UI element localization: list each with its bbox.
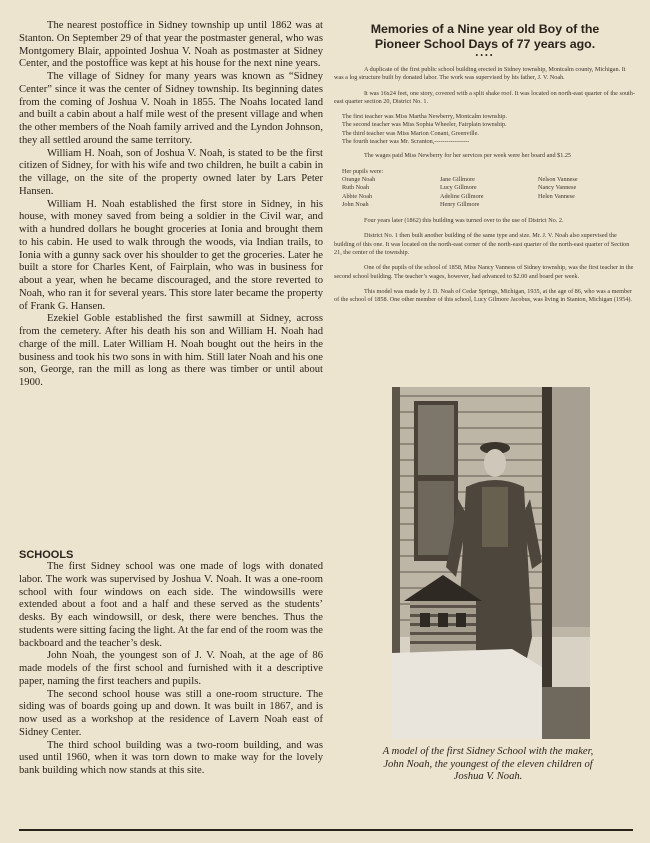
memories-body bbox=[334, 66, 636, 305]
photo-caption: A model of the first Sidney School with the maker, John Noah, the youngest of the eleven children of Joshua V. Noah. bbox=[382, 746, 594, 782]
pupil-name: Orange Noah bbox=[342, 175, 376, 183]
teacher-1: The first teacher was Miss Martha Newberry, Montcalm township. bbox=[342, 113, 507, 121]
pupils-column-gillmore bbox=[440, 176, 538, 209]
paragraph-second-school: The second school house was still a one-room structure. The siding was of boards going up and down. It was built in 1867, and is now used as a workshop at the residence of Lavern Noah east of Sidney Center. bbox=[19, 688, 323, 738]
title-line-1: Memories of a Nine year old Boy of the bbox=[370, 22, 600, 36]
door-panel bbox=[552, 387, 590, 627]
paragraph-first-store: William H. Noah established the first store in Sidney, in his house, with money saved from being a soldier in the Civil war, and with a hundred dollars he bought groceries at Ionia and brought them to his cabin. He used to walk through the woods, via Indian trails, to Ionia with a gunny sack over his shoulder to get the groceries. Later he built a store for Charles Kent, of Fairplain, who was in business for about a year, when he became discouraged, and the store reverted to Noah, who ran it for several years. This store later became the property of Frank G. Hansen. bbox=[19, 198, 323, 312]
ground-shadow bbox=[542, 687, 590, 739]
pupil-name: Henry Gillmore bbox=[440, 200, 480, 208]
pupil-name: Ruth Noah bbox=[342, 184, 369, 192]
memories-title bbox=[334, 22, 636, 52]
pupils-list bbox=[334, 176, 636, 209]
teacher-2: The second teacher was Miss Sophia Wheeler, Fairplain township. bbox=[342, 121, 507, 129]
teacher-4: The fourth teacher was Mr. Scranton,----------------- bbox=[342, 138, 470, 146]
pupil-name: Abbie Noah bbox=[342, 192, 373, 200]
title-ornament: •••• bbox=[475, 51, 495, 60]
paragraph-models: John Noah, the youngest son of J. V. Noah, at the age of 86 made models of the first school and furnished with it a descriptive paper, naming the first teachers and pupils. bbox=[19, 650, 323, 687]
pupil-name: Nancy Vannese bbox=[538, 184, 577, 192]
pupil-name: Jane Gillmore bbox=[440, 175, 475, 183]
paragraph-sawmill: Ezekiel Goble established the first sawmill at Sidney, across from the cemetery. After his death his son and William H. Noah had charge of the mill. Later William H. Noah bought out the heirs in the business and took his two sons in with him. Still later Noah and his one son, George, ran the mill as long as there was timber or until about 1900. bbox=[19, 313, 323, 388]
schools-section bbox=[19, 561, 323, 778]
memories-p6: One of the pupils of the school of 1858, Miss Nancy Vanness of Sidney township, was the first teacher in the second school building. The teacher’s wages, however, had advanced to $2.00 and board per week. bbox=[334, 264, 634, 280]
pupil-name: Nelson Vannese bbox=[538, 175, 578, 183]
paragraph-first-citizen: William H. Noah, son of Joshua V. Noah, is stated to be the first citizen of Sidney, for with his wife and two children, he built a cabin in the village, on the site of the property owned later by Lars Peter Hansen. bbox=[19, 147, 323, 197]
memories-p2: It was 16x24 feet, one story, covered with a split shake roof. It was located on north-east quarter of the south-east quarter section 20, District No. 1. bbox=[334, 89, 635, 105]
memories-wages: The wages paid Miss Newberry for her services per week were her board and $1.25 bbox=[364, 152, 572, 160]
memories-p4: Four years later (1862) this building was turned over to the use of District No. 2. bbox=[364, 217, 564, 225]
pupils-label: Her pupils were: bbox=[342, 167, 384, 175]
paragraph-third-school: The third school building was a two-room building, and was used until 1960, when it was torn down to make way for the lovely bank building which now stands at this site. bbox=[19, 739, 323, 776]
pupil-name: Lucy Gillmore bbox=[440, 184, 477, 192]
pupil-name: John Noah bbox=[342, 200, 369, 208]
memories-p7: This model was made by J. D. Noah of Cedar Springs, Michigan, 1935, at the age of 86, who was a member of the school of 1858. One other member of this school, Lucy Gilmore Jacobus, was living in Stanton, Michigan (1954). bbox=[334, 287, 632, 304]
door-frame bbox=[542, 387, 552, 687]
pupils-column-noah bbox=[342, 176, 440, 209]
pupil-name: Helen Vannese bbox=[538, 192, 575, 200]
paragraph-first-school: The first Sidney school was one made of logs with donated labor. The work was supervised by Joshua V. Noah. It was a one-room school with four windows on each side. The windowsills were extended about a foot and a half and these served as the students’ desks. By each windowsill, or desk, there were benches. Thus the students were sitting facing the light. At the far end of the room was the backboard and the teacher’s desk. bbox=[19, 561, 323, 649]
title-line-2: Pioneer School Days of 77 years ago. bbox=[374, 37, 596, 51]
pupil-name: Adeline Gillmore bbox=[440, 192, 484, 200]
left-column-text bbox=[19, 20, 323, 390]
paragraph-postoffice: The nearest postoffice in Sidney township up until 1862 was at Stanton. On September 29 of that year the postmaster general, who was Montgomery Blair, appointed Joshua V. Noah as postmaster at Sidney Center, and the postoffice was kept at his house for the next nine years. bbox=[19, 20, 323, 70]
memories-p5: District No. 1 then built another building of the same type and size. Mr. J. V. Noah also supervised the building of this one. It was located on the north-east corner of the north-east quarter of the north-east quarter of Section 21, the center of the township. bbox=[334, 232, 630, 257]
paragraph-village: The village of Sidney for many years was known as “Sidney Center” since it was the center of Sidney township. Its beginning dates from the coming of Joshua V. Noah in 1855. The Noahs located land and built a cabin about a half mile west of the present village and when the other members of the Noah family arrived and the Lyndon Johnson, they all settled around the same territory. bbox=[19, 71, 323, 146]
memories-panel bbox=[334, 22, 636, 312]
schools-heading: SCHOOLS bbox=[19, 549, 74, 561]
cloth-pedestal bbox=[392, 649, 542, 739]
bottom-rule bbox=[19, 829, 633, 831]
teacher-3: The third teacher was Miss Marion Conant, Greenville. bbox=[342, 129, 479, 137]
memories-p1: A duplicate of the first public school building erected in Sidney township, Montcalm county, Michigan. It was a log structure built by donated labor. The work was supervised by his father, J. V. Noah. bbox=[334, 66, 626, 82]
school-model-photo bbox=[392, 387, 590, 739]
pupils-column-vannese bbox=[538, 176, 636, 209]
teachers-list bbox=[334, 113, 636, 146]
